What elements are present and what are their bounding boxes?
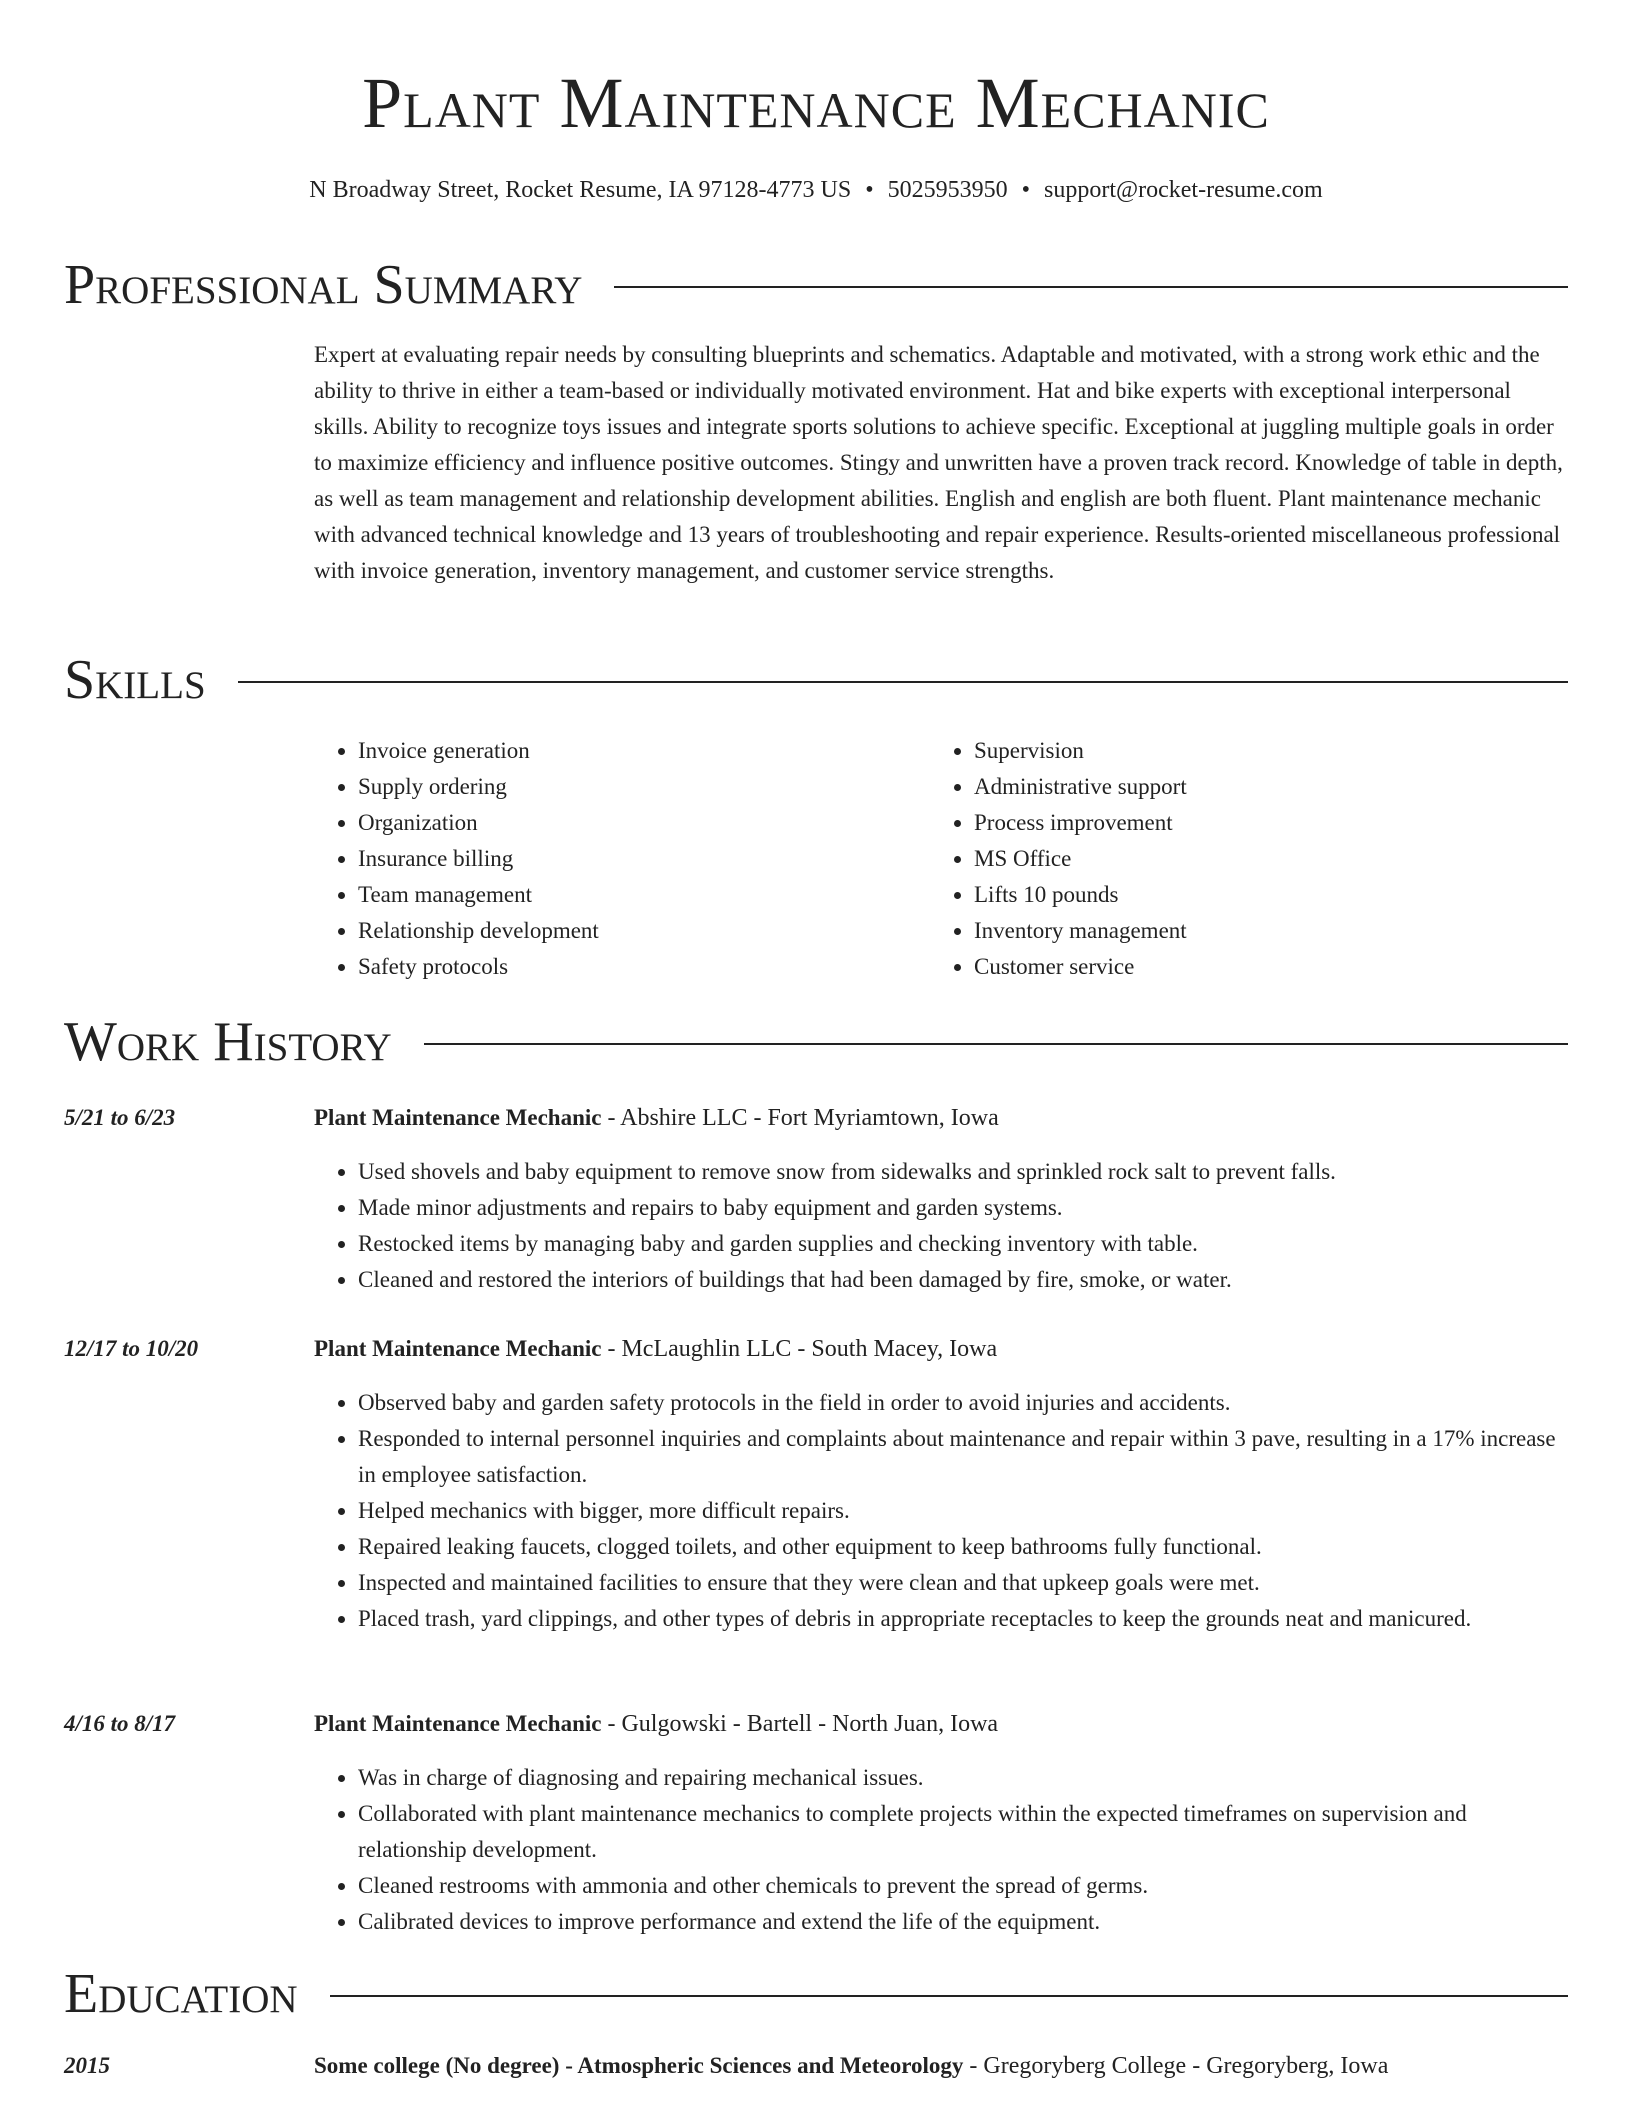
skill-item: • Insurance billing <box>358 841 930 877</box>
skill-item: • Supervision <box>974 733 1546 769</box>
contact-line <box>0 174 1632 206</box>
skill-item: • Customer service <box>974 949 1546 985</box>
education-date: 2015 <box>64 2053 110 2078</box>
skills-column-right <box>930 733 1546 985</box>
work-date: 5/21 to 6/23 <box>64 1105 176 1130</box>
section-rule <box>614 286 1568 288</box>
contact-separator: • <box>865 177 874 203</box>
work-bullet: • Cleaned and restored the interiors of buildings that had been damaged by fire, smoke, or water. <box>358 1262 1568 1298</box>
skill-item: • Inventory management <box>974 913 1546 949</box>
job-details: - McLaughlin LLC - South Macey, Iowa <box>601 1336 998 1362</box>
skills-section-title: Skills <box>64 649 206 711</box>
work-section-header <box>64 1010 1568 1074</box>
skills-section-header <box>64 648 1568 712</box>
education-heading <box>314 2048 1568 2084</box>
work-bullet: • Observed baby and garden safety protocols in the field in order to avoid injuries and accidents. <box>358 1385 1568 1421</box>
job-details: - Abshire LLC - Fort Myriamtown, Iowa <box>601 1105 999 1131</box>
section-rule <box>330 1995 1568 1997</box>
work-date: 12/17 to 10/20 <box>64 1336 199 1361</box>
work-bullet: • Repaired leaking faucets, clogged toilets, and other equipment to keep bathrooms fully functional. <box>358 1529 1568 1565</box>
contact-address: N Broadway Street, Rocket Resume, IA 97128-4773 US <box>309 177 852 203</box>
skill-item: • Supply ordering <box>358 769 930 805</box>
skill-item: • Process improvement <box>974 805 1546 841</box>
work-bullet: • Responded to internal personnel inquiries and complaints about maintenance and repair within 3 pave, resulting in a 17% increase in employee satisfaction. <box>358 1421 1568 1493</box>
summary-section-title: Professional Summary <box>64 254 583 316</box>
work-heading <box>314 1706 1568 1742</box>
work-heading <box>314 1331 1568 1367</box>
education-section-header <box>64 1962 1568 2026</box>
skills-list <box>314 733 1568 985</box>
professional-summary: Expert at evaluating repair needs by consulting blueprints and schematics. Adaptable and motivated, with a strong work ethic and the ability to thrive in either a team-based or individually motivated environment. Hat and bike experts with exceptional interpersonal skills. Ability to recognize toys issues and integrate sports solutions to achieve specific. Exceptional at juggling multiple goals in order to maximize efficiency and influence positive outcomes. Stingy and unwritten have a proven track record. Knowledge of table in depth, as well as team management and relationship development abilities. English and english are both fluent. Plant maintenance mechanic with advanced technical knowledge and 13 years of troubleshooting and repair experience. Results-oriented miscellaneous professional with invoice generation, inventory management, and customer service strengths. <box>314 342 1563 583</box>
summary-section-header <box>64 253 1568 317</box>
skills-column-left <box>314 733 930 985</box>
skill-item: • Organization <box>358 805 930 841</box>
work-heading <box>314 1100 1568 1136</box>
work-bullet: • Calibrated devices to improve performance and extend the life of the equipment. <box>358 1904 1568 1940</box>
section-rule <box>238 681 1568 683</box>
skill-item: • Invoice generation <box>358 733 930 769</box>
work-bullet: • Collaborated with plant maintenance mechanics to complete projects within the expected timeframes on supervision and relationship development. <box>358 1796 1568 1868</box>
work-bullet: • Helped mechanics with bigger, more difficult repairs. <box>358 1493 1568 1529</box>
candidate-name: Plant Maintenance Mechanic <box>362 63 1270 143</box>
work-bullets <box>314 1760 1568 1940</box>
education-degree: Some college (No degree) - Atmospheric Sciences and Meteorology <box>314 2053 964 2078</box>
job-details: - Gulgowski - Bartell - North Juan, Iowa <box>601 1711 999 1737</box>
skill-item: • Team management <box>358 877 930 913</box>
job-title: Plant Maintenance Mechanic <box>314 1105 602 1130</box>
work-bullet: • Placed trash, yard clippings, and other types of debris in appropriate receptacles to keep the grounds neat and manicured. <box>358 1601 1568 1637</box>
contact-separator: • <box>1021 177 1031 203</box>
skill-item: • Relationship development <box>358 913 930 949</box>
skill-item: • Safety protocols <box>358 949 930 985</box>
work-bullet: • Restocked items by managing baby and garden supplies and checking inventory with table. <box>358 1226 1568 1262</box>
contact-email[interactable]: support@rocket-resume.com <box>1044 177 1323 203</box>
section-rule <box>424 1043 1568 1045</box>
work-date: 4/16 to 8/17 <box>64 1711 176 1736</box>
skill-item: • MS Office <box>974 841 1546 877</box>
skill-item: • Lifts 10 pounds <box>974 877 1546 913</box>
skill-item: • Administrative support <box>974 769 1546 805</box>
contact-phone: 5025953950 <box>887 177 1008 203</box>
work-bullet: • Made minor adjustments and repairs to baby equipment and garden systems. <box>358 1190 1568 1226</box>
education-details: - Gregoryberg College - Gregoryberg, Iowa <box>963 2053 1389 2079</box>
work-section-title: Work History <box>64 1011 392 1073</box>
work-bullet: • Inspected and maintained facilities to ensure that they were clean and that upkeep goals were met. <box>358 1565 1568 1601</box>
work-bullet: • Used shovels and baby equipment to remove snow from sidewalks and sprinkled rock salt to prevent falls. <box>358 1154 1568 1190</box>
job-title: Plant Maintenance Mechanic <box>314 1711 602 1736</box>
work-bullet: • Cleaned restrooms with ammonia and other chemicals to prevent the spread of germs. <box>358 1868 1568 1904</box>
work-bullets <box>314 1385 1568 1637</box>
education-section-title: Education <box>64 1963 298 2025</box>
work-bullets <box>314 1154 1568 1298</box>
job-title: Plant Maintenance Mechanic <box>314 1336 602 1361</box>
work-bullet: • Was in charge of diagnosing and repairing mechanical issues. <box>358 1760 1568 1796</box>
